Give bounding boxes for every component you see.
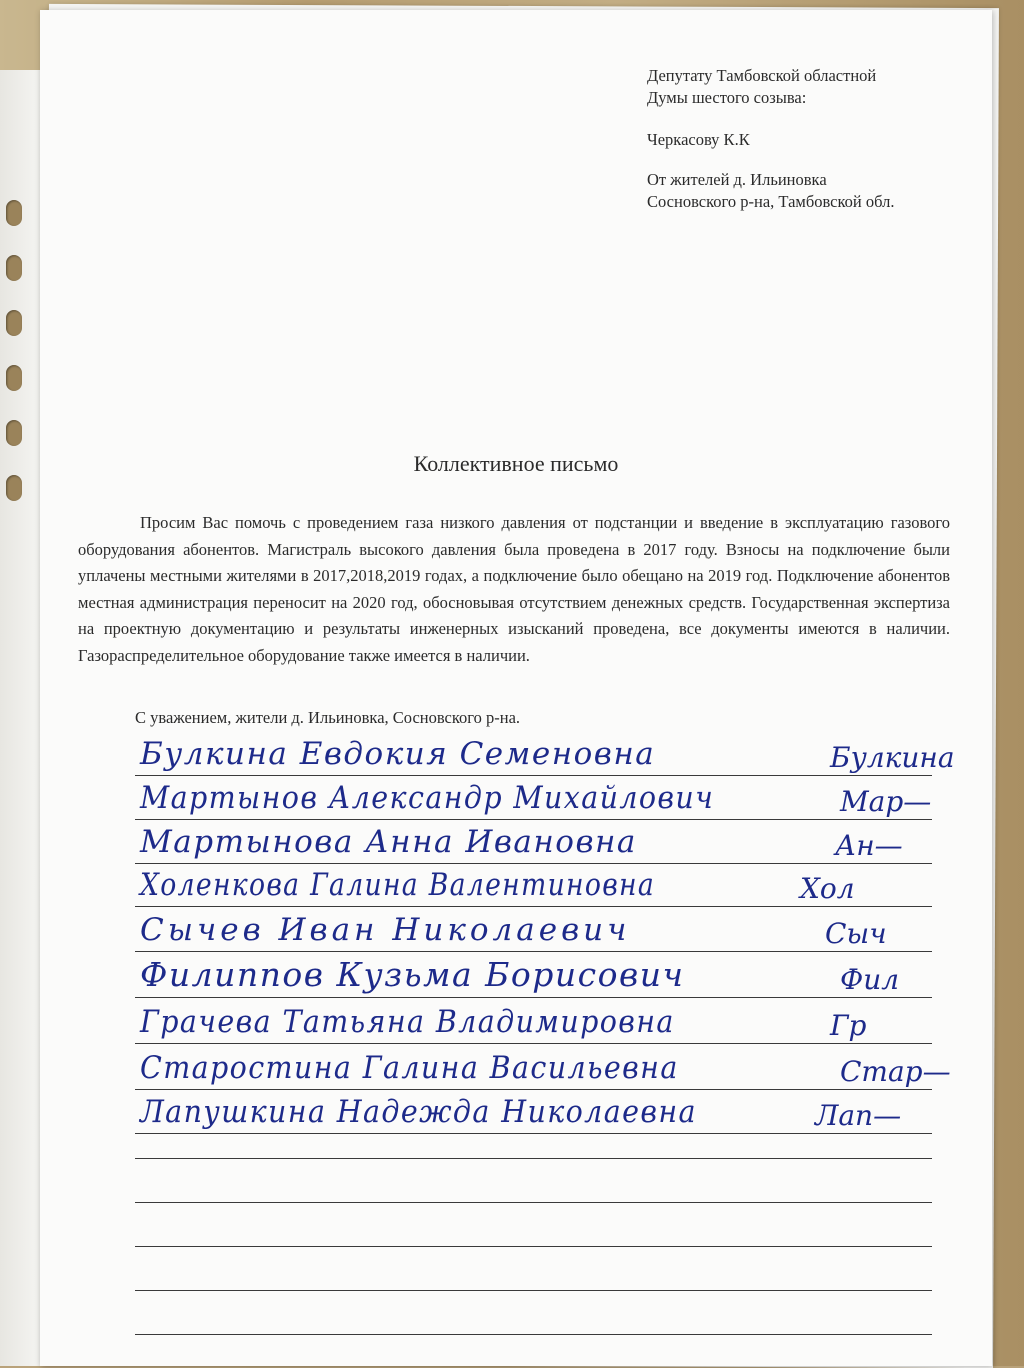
signature-name: Старостина Галина Васильевна (140, 1050, 679, 1086)
blank-signature-line (135, 1202, 932, 1203)
blank-signature-line (135, 1334, 932, 1335)
signature-name: Филиппов Кузьма Борисович (140, 955, 685, 994)
signature-name: Грачева Татьяна Владимировна (140, 1004, 675, 1040)
sender-line: От жителей д. Ильиновка (647, 170, 827, 189)
signature-name: Холенкова Галина Валентиновна (140, 867, 656, 903)
punch-hole (6, 475, 22, 501)
signature-name: Лапушкина Надежда Николаевна (140, 1094, 697, 1130)
closing-line: С уважением, жители д. Ильиновка, Сосновского р-на. (135, 708, 521, 727)
signature-mark: Хол (800, 872, 855, 905)
signature-row (40, 863, 992, 909)
signature-row (40, 1000, 992, 1046)
letter-title: Коллективное письмо (413, 451, 619, 476)
signature-mark: Булкина (830, 741, 955, 774)
signature-mark: Ан— (835, 829, 903, 862)
signature-row (40, 1090, 992, 1136)
signature-row (40, 908, 992, 954)
recipient-name: Черкасову К.К (647, 130, 750, 149)
signature-name: Мартынова Анна Ивановна (140, 824, 637, 860)
punch-hole (6, 200, 22, 226)
letter-page (40, 10, 992, 1366)
signature-name: Мартынов Александр Михайлович (140, 780, 715, 816)
signature-row (40, 820, 992, 866)
signature-row (40, 732, 992, 778)
signature-mark: Сыч (825, 917, 887, 950)
blank-signature-line (135, 1246, 932, 1247)
addressee-line: Депутату Тамбовской областной (647, 66, 877, 85)
sender-line: Сосновского р-на, Тамбовской обл. (647, 192, 895, 211)
punch-hole (6, 365, 22, 391)
signature-row (40, 954, 992, 1000)
signature-name: Булкина Евдокия Семеновна (140, 736, 656, 772)
punch-hole (6, 420, 22, 446)
signature-mark: Стар— (840, 1055, 951, 1088)
addressee-line: Думы шестого созыва: (647, 88, 807, 107)
blank-signature-line (135, 1290, 932, 1291)
signature-mark: Гр (830, 1009, 867, 1042)
signature-row (40, 776, 992, 822)
signature-name: Сычев Иван Николаевич (140, 912, 631, 948)
punch-hole (6, 255, 22, 281)
signature-mark: Фил (840, 963, 900, 996)
addressee-block (647, 65, 894, 213)
blank-signature-line (135, 1158, 932, 1159)
punch-hole (6, 310, 22, 336)
signature-mark: Мар— (840, 785, 932, 818)
signature-row (40, 1046, 992, 1092)
signature-mark: Лап— (815, 1099, 902, 1132)
letter-body: Просим Вас помочь с проведением газа низкого давления от подстанции и введение в эксплуатацию газового оборудования абонентов. Магистраль высокого давления была проведена в 2017 году. Взносы на подключение были уплачены местными жителями в 2017,2018,2019 годах, а подключение было обещано на 2019 год. Подключение абонентов местная администрация переносит на 2020 год, обосновывая отсутствием денежных средств. Государственная экспертиза на проектную документацию и результаты инженерных изысканий проведена, все документы имеются в наличии. Газораспределительное оборудование также имеется в наличии. (78, 513, 950, 665)
